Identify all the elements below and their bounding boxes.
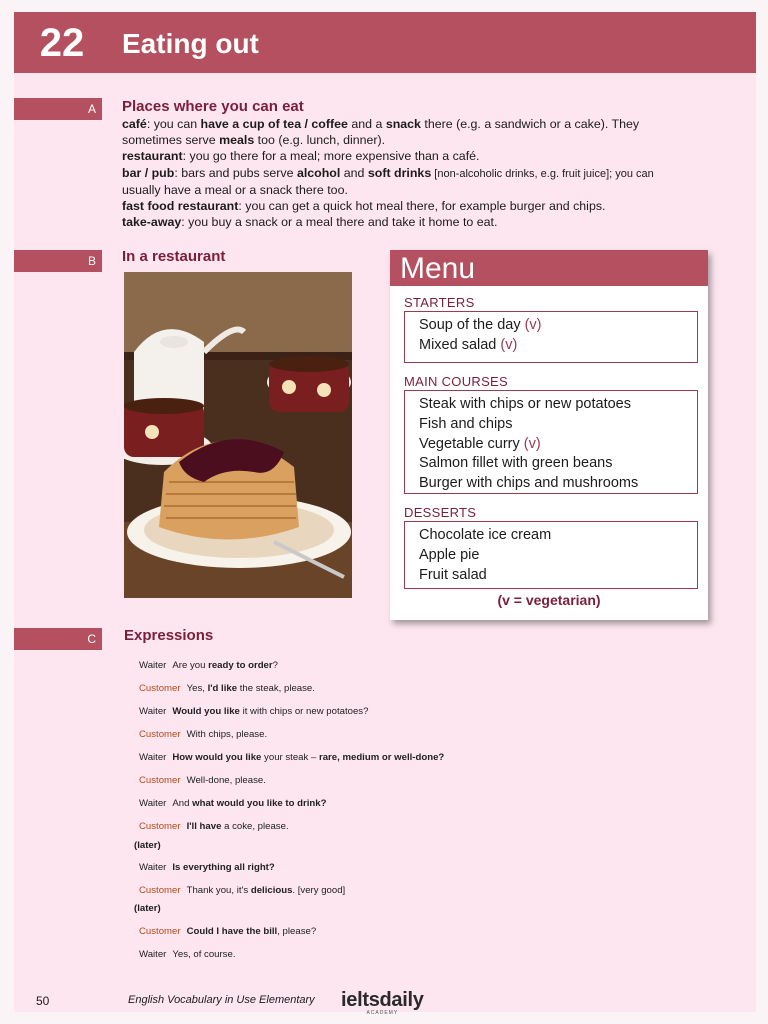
section-a-line [122, 182, 712, 198]
dialogue-text-part: a coke, please. [221, 821, 289, 832]
section-a-line-part: soft drinks [367, 165, 432, 180]
vegetarian-mark: (v) [496, 336, 518, 353]
dialogue-text [172, 752, 444, 763]
speaker-role: Customer [139, 821, 181, 832]
dialogue-text-part: Could I have the bill [186, 926, 278, 937]
speaker-role: Waiter [139, 752, 167, 763]
dialogue-text-part: I'll have [186, 821, 222, 832]
dialogue-text-part: Well-done, please. [186, 775, 266, 786]
speaker-role: Waiter [139, 862, 167, 873]
dialogue-text [187, 775, 266, 786]
section-a-line-part: : you can get a quick hot meal there, for example burger and chips. [238, 199, 606, 214]
menu-dessert-item [419, 526, 683, 546]
menu-main-item [419, 454, 683, 474]
dialogue-text-part: ready to order [208, 660, 273, 671]
menu-main-item [419, 474, 683, 494]
dialogue-text-part: your steak – [261, 752, 319, 763]
section-a-line [122, 116, 712, 132]
dialogue-text [172, 706, 368, 717]
ieltsdaily-logo [341, 990, 424, 1016]
section-b-tab: B [14, 250, 102, 272]
dialogue-line [139, 949, 235, 960]
section-a-line-part: too (e.g. lunch, dinner). [254, 133, 386, 148]
dialogue-text [187, 926, 317, 937]
section-a-line [122, 214, 712, 230]
speaker-role: Waiter [139, 706, 167, 717]
section-a-line [122, 148, 712, 164]
menu-desserts-box [404, 521, 698, 589]
menu-dessert-item [419, 566, 683, 586]
vegetarian-mark: (v) [519, 435, 541, 452]
dialogue-text-part: . [very good] [292, 885, 346, 896]
unit-number: 22 [39, 21, 85, 65]
dialogue-text-part: the steak, please. [237, 683, 315, 694]
section-a-line-part: : bars and pubs serve [174, 165, 297, 180]
photo-illustration [124, 272, 352, 598]
speaker-role: Customer [139, 885, 181, 896]
speaker-role: Waiter [139, 949, 167, 960]
dialogue-line [139, 775, 266, 786]
section-a-line-part: [non-alcoholic drinks, e.g. fruit juice]; you can [431, 167, 654, 180]
section-b-title: In a restaurant [122, 248, 226, 265]
dialogue-text-part: Are you [172, 660, 209, 671]
menu-starter-item-label: Mixed salad [419, 336, 497, 353]
dialogue-text [172, 798, 326, 809]
section-a-line-part: bar / pub [122, 165, 175, 180]
section-a-body [122, 116, 712, 230]
dialogue-text [172, 949, 235, 960]
dialogue-text-part: I'd like [207, 683, 238, 694]
section-a-line-part: there (e.g. a sandwich or a cake). They [420, 117, 640, 131]
menu-starters-label: STARTERS [404, 295, 475, 310]
logo-name: ieltsdaily [341, 989, 424, 1011]
speaker-role: Customer [139, 683, 181, 694]
menu-main-item [419, 435, 683, 455]
menu-main-item [419, 415, 683, 435]
menu-main-item [419, 395, 683, 415]
dialogue-text [187, 683, 315, 694]
dialogue-text-part: And [172, 798, 193, 809]
section-a-line-part: fast food restaurant [122, 199, 239, 214]
dialogue-line [139, 752, 444, 763]
section-a-line-part: : you can [146, 117, 201, 131]
section-a-line-part: sometimes serve [122, 133, 220, 148]
menu-main-item-label: Vegetable curry [419, 435, 520, 452]
section-a-line-part: usually have a meal or a snack there too. [122, 182, 348, 197]
menu-starter-item [419, 316, 683, 336]
speaker-role: Customer [139, 729, 181, 740]
section-a-tab: A [14, 98, 102, 120]
menu-dessert-item-label: Fruit salad [419, 566, 487, 583]
dialogue-line [139, 729, 267, 740]
dialogue-line [139, 821, 289, 832]
dialogue-text [187, 729, 268, 740]
menu-main-item-label: Steak with chips or new potatoes [419, 396, 631, 412]
section-a-line-part: take-away [122, 215, 182, 230]
dialogue-text-part: ? [272, 660, 278, 671]
section-c-tab: C [14, 628, 102, 650]
dialogue-text-part: Thank you, it's [186, 885, 251, 896]
dialogue-text-part: rare, medium or well-done? [318, 752, 445, 763]
menu-card [390, 250, 708, 620]
section-a-title: Places where you can eat [122, 98, 304, 115]
dialogue-text [172, 862, 274, 873]
menu-main-item-label: Fish and chips [419, 415, 513, 432]
dialogue-line [139, 798, 326, 809]
section-a-line [122, 165, 712, 182]
section-a-line-part: meals [219, 133, 255, 148]
speaker-role: Customer [139, 926, 181, 937]
page [14, 12, 756, 1016]
dialogue-text-part: what would you like to drink? [192, 798, 327, 809]
section-c-title: Expressions [124, 627, 214, 644]
dialogue-text [187, 885, 346, 896]
dialogue-line [139, 706, 368, 717]
dialogue-text [187, 821, 289, 832]
menu-title: Menu [390, 250, 708, 286]
menu-desserts-label: DESSERTS [404, 505, 477, 520]
dialogue-text-part: Yes, [186, 683, 208, 694]
section-a-line-part: café [122, 117, 147, 131]
section-a-line-part: restaurant [122, 149, 183, 164]
menu-vegetarian-note: (v = vegetarian) [497, 592, 601, 608]
dialogue-text-part: With chips, please. [186, 729, 268, 740]
speaker-role: Customer [139, 775, 181, 786]
dialogue-text [172, 660, 278, 671]
later-marker: (later) [134, 840, 161, 851]
dialogue-text-part: Is everything all right? [172, 862, 275, 873]
section-a-line-part: : you buy a snack or a meal there and take it home to eat. [181, 215, 498, 230]
menu-main-label: MAIN COURSES [404, 374, 509, 389]
dialogue-text-part: delicious [250, 885, 293, 896]
menu-dessert-item-label: Chocolate ice cream [419, 527, 552, 543]
dialogue-line [139, 862, 275, 873]
section-a-line-part: alcohol [296, 165, 341, 180]
menu-mains-box [404, 390, 698, 494]
menu-dessert-item [419, 546, 683, 566]
book-title: English Vocabulary in Use Elementary [128, 994, 315, 1006]
pancake-tea-photo [124, 272, 352, 598]
section-a-line-part: snack [385, 117, 421, 131]
unit-title: Eating out [122, 28, 259, 59]
menu-main-item-label: Burger with chips and mushrooms [419, 475, 639, 492]
dialogue-text-part: Yes, of course. [172, 949, 236, 960]
logo-sub: ACADEMY [366, 1010, 399, 1016]
section-a-line [122, 132, 712, 148]
speaker-role: Waiter [139, 660, 167, 671]
dialogue-text-part: Would you like [172, 706, 240, 717]
section-a-line-part: : you go there for a meal; more expensive than a café. [182, 149, 480, 164]
section-a-line-part: and [340, 165, 368, 180]
menu-starter-item [419, 336, 683, 356]
section-a-line [122, 198, 712, 214]
menu-starter-item-label: Soup of the day [419, 317, 521, 333]
unit-header [14, 12, 756, 73]
dialogue-line [139, 660, 278, 671]
page-number: 50 [36, 994, 50, 1008]
dialogue-text-part: How would you like [172, 752, 262, 763]
dialogue-text-part: it with chips or new potatoes? [239, 706, 369, 717]
section-a-line-part: have a cup of tea / coffee [200, 117, 348, 131]
speaker-role: Waiter [139, 798, 167, 809]
later-marker: (later) [134, 903, 161, 914]
section-a-line-part: and a [347, 117, 386, 131]
menu-dessert-item-label: Apple pie [419, 546, 480, 563]
menu-main-item-label: Salmon fillet with green beans [419, 455, 613, 472]
dialogue-line [139, 683, 315, 694]
dialogue-line [139, 885, 345, 896]
dialogue-line [139, 926, 316, 937]
dialogue-text-part: , please? [277, 926, 317, 937]
menu-starters-box [404, 311, 698, 363]
vegetarian-mark: (v) [520, 317, 542, 333]
